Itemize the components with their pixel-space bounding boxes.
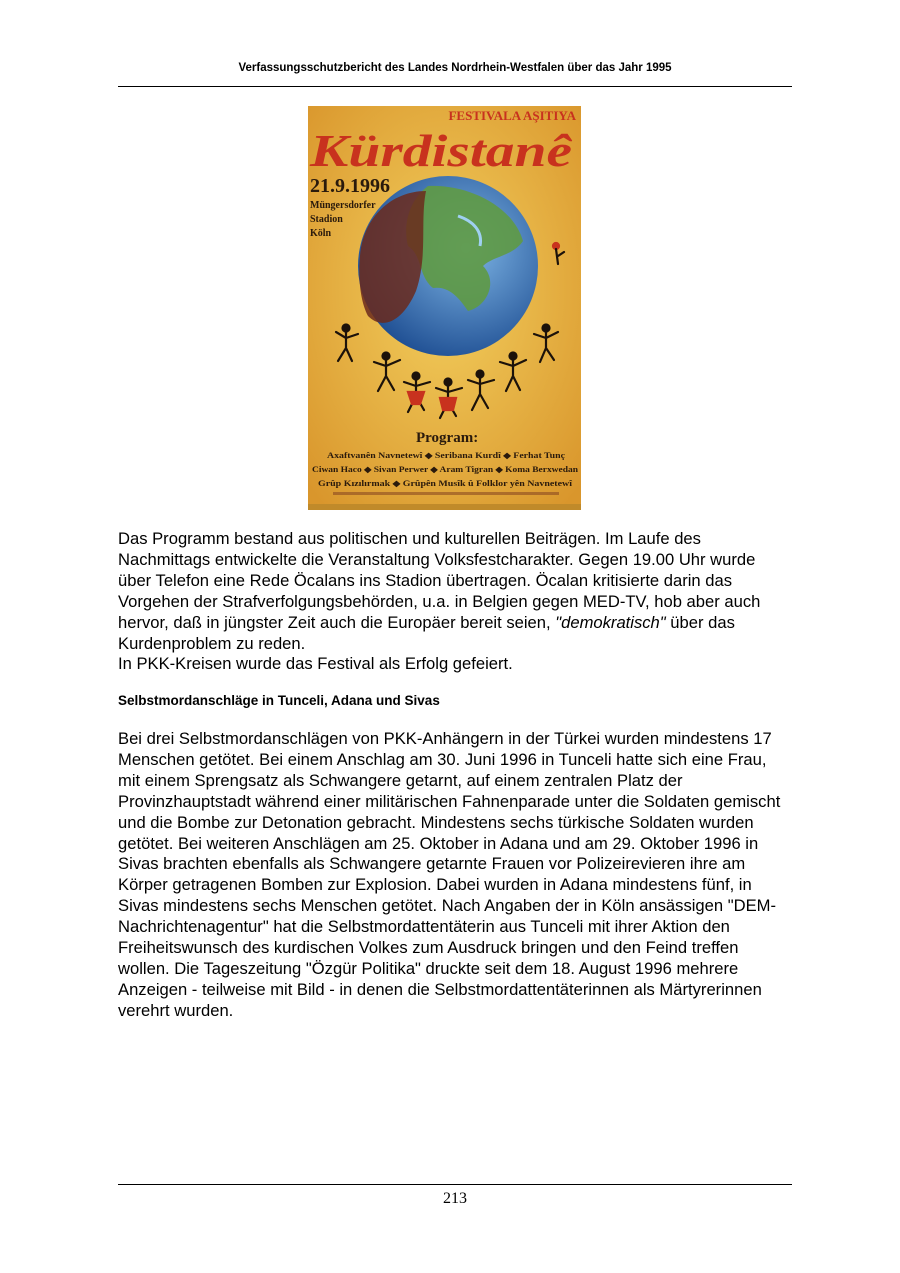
poster-program-line-2: Ciwan Haco ◆ Sivan Perwer ◆ Aram Tigran ◆ Koma Berxwedan xyxy=(312,465,579,474)
poster-venue-2: Stadion xyxy=(310,214,343,225)
poster-title: Kürdistanê xyxy=(308,125,573,176)
poster-kicker: FESTIVALA AŞITIYA xyxy=(448,108,576,123)
paragraph-program-conclusion: In PKK-Kreisen wurde das Festival als Erfolg gefeiert. xyxy=(118,654,513,674)
paragraph-program xyxy=(118,529,784,675)
festival-poster xyxy=(308,106,581,510)
poster-program-heading: Program: xyxy=(416,430,479,446)
footer-rule xyxy=(118,1184,792,1185)
paragraph-attacks: Bei drei Selbstmordanschlägen von PKK-Anhängern in der Türkei wurden mindestens 17 Menschen getötet. Bei einem Anschlag am 30. Juni 1996 in Tunceli hatte sich eine Frau, mit einem Sprengsatz als Schwangere getarnt, auf einem zentralen Platz der Provinzhauptstadt während einer militärischen Fahnenparade unter die Soldaten gemischt und die Bombe zur Detonation gebracht. Mindestens sechs türkische Soldaten wurden getötet. Bei weiteren Anschlägen am 25. Oktober in Adana und am 29. Oktober 1996 in Sivas brachten ebenfalls als Schwangere getarnte Frauen vor Polizeirevieren ihre am Körper getragenen Bomben zur Explosion. Dabei wurden in Adana mindestens fünf, in Sivas mindestens sechs Menschen getötet. Nach Angaben der in Köln ansässigen "DEM-Nachrichtenagentur" hat die Selbstmordattentäterin aus Tunceli mit ihrer Aktion den Freiheitswunsch des kurdischen Volkes zum Ausdruck bringen und den Feind treffen wollen. Die Tageszeitung "Özgür Politika" druckte seit dem 18. August 1996 mehrere Anzeigen - teilweise mit Bild - in denen die Selbstmordattentäterinnen als Märtyrerinnen verehrt wurden. xyxy=(118,729,781,1020)
paragraph-program-text-end: über das Kurdenproblem zu reden. xyxy=(118,612,735,653)
header-rule xyxy=(118,86,792,87)
page-number: 213 xyxy=(443,1190,467,1207)
paragraph-program-text: Das Programm bestand aus politischen und kulturellen Beiträgen. Im Laufe des Nachmittags entwickelte die Veranstaltung Volksfestcharakter. Gegen 19.00 Uhr wurde über Telefon eine Rede Öcalans ins Stadion übertragen. Öcalan kritisierte darin das Vorgehen der Strafverfolgungsbehörden, u.a. in Belgien gegen MED-TV, hob aber auch hervor, daß in jüngster Zeit auch die Europäer bereit seien, xyxy=(118,529,761,632)
poster-bottom-strip xyxy=(308,504,581,510)
running-header: Verfassungsschutzbericht des Landes Nordrhein-Westfalen über das Jahr 1995 xyxy=(238,62,672,74)
poster-date: 21.9.1996 xyxy=(310,175,390,197)
poster-venue-3: Köln xyxy=(310,228,332,239)
poster-fine-print xyxy=(333,492,559,495)
demokratisch-quote: "demokratisch" xyxy=(555,612,666,632)
poster-venue-1: Müngersdorfer xyxy=(310,200,376,211)
poster-program-line-3: Grûp Kızılırmak ◆ Grûpên Musîk û Folklor yên Navnetewî xyxy=(318,479,573,488)
poster-program-line-1: Axaftvanên Navnetewî ◆ Seribana Kurdî ◆ Ferhat Tunç xyxy=(327,451,566,460)
section-heading: Selbstmordanschläge in Tunceli, Adana und Sivas xyxy=(118,693,440,708)
